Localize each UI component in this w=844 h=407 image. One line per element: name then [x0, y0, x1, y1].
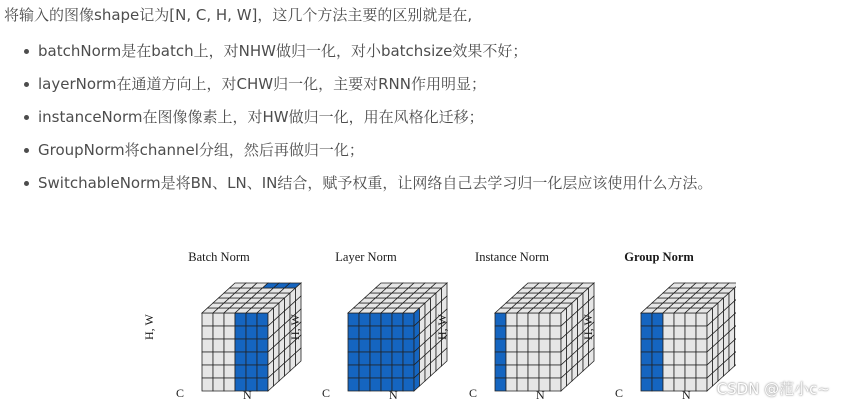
cube-2-front-cell — [392, 365, 403, 378]
cube-2-front-cell — [392, 352, 403, 365]
cube-2-front-cell — [359, 339, 370, 352]
cube-1-front-cell — [235, 326, 246, 339]
normalization-figure — [136, 244, 736, 407]
cube-2-front-cell — [359, 365, 370, 378]
method-list — [0, 40, 712, 205]
cube-4-front-cell — [674, 365, 685, 378]
cube-3-front-cell — [506, 326, 517, 339]
cube-2-front-cell — [403, 352, 414, 365]
cube-1-front-cell — [235, 339, 246, 352]
cube-1-front-cell — [213, 313, 224, 326]
cube-4-front-cell — [641, 339, 652, 352]
cube-4-front-cell — [641, 326, 652, 339]
cube-2-front-cell — [359, 326, 370, 339]
cube-1-front-cell — [246, 365, 257, 378]
cube-4-front-cell — [652, 313, 663, 326]
cube-1-front-cell — [213, 352, 224, 365]
cube-2-front-cell — [370, 352, 381, 365]
cube-1-front-cell — [257, 326, 268, 339]
cube-4-front-cell — [696, 313, 707, 326]
axis-hw-label-3: H, W — [435, 314, 449, 340]
cube-4-front-cell — [652, 326, 663, 339]
cube-2-front-cell — [359, 352, 370, 365]
cube-1-front-cell — [257, 365, 268, 378]
cube-4-front-cell — [674, 313, 685, 326]
cube-3-front-cell — [495, 352, 506, 365]
list-item-batchnorm: batchNorm是在batch上，对NHW做归一化，对小batchsize效果不好； — [0, 40, 712, 73]
cube-3-front-cell — [506, 365, 517, 378]
cube-4-front-cell — [652, 378, 663, 391]
cube-1-front-cell — [246, 326, 257, 339]
cube-2-front-cell — [403, 313, 414, 326]
cube-2-front-cell — [370, 313, 381, 326]
cube-3-front-cell — [506, 378, 517, 391]
list-item-layernorm: layerNorm在通道方向上，对CHW归一化，主要对RNN作用明显； — [0, 73, 712, 106]
cube-1-front-cell — [224, 326, 235, 339]
cube-1-front-cell — [224, 352, 235, 365]
cube-2-front-cell — [403, 339, 414, 352]
cube-4-front-cell — [685, 365, 696, 378]
cube-3-front-cell — [517, 326, 528, 339]
cube-4-front-cell — [674, 339, 685, 352]
cube-3-front-cell — [495, 313, 506, 326]
cube-2-front-cell — [348, 365, 359, 378]
axis-c-label-4: C — [615, 386, 624, 400]
cube-4-front-cell — [696, 326, 707, 339]
cube-4-front-cell — [641, 365, 652, 378]
cube-3-front-cell — [539, 352, 550, 365]
intro-text: 将输入的图像shape记为[N, C, H, W]，这几个方法主要的区别就是在, — [4, 6, 473, 24]
cube-1-front-cell — [224, 378, 235, 391]
cube-2-front-cell — [392, 313, 403, 326]
cube-1-front-cell — [213, 326, 224, 339]
cube-2-front-cell — [370, 326, 381, 339]
cube-3-front-cell — [550, 378, 561, 391]
cube-3-front-cell — [528, 313, 539, 326]
cube-1-front-cell — [257, 339, 268, 352]
axis-c-label-2: C — [322, 386, 331, 400]
cube-2-front-cell — [348, 378, 359, 391]
cube-2-front-cell — [381, 365, 392, 378]
cube-4-front-cell — [685, 339, 696, 352]
cube-1-front-cell — [235, 352, 246, 365]
axis-n-label-2: N — [389, 388, 398, 402]
cube-1-front-cell — [202, 378, 213, 391]
cube-1-front-cell — [202, 326, 213, 339]
cube-4-front-cell — [663, 378, 674, 391]
cube-1-front-cell — [202, 352, 213, 365]
cube-3-front-cell — [517, 313, 528, 326]
cube-3-front-cell — [506, 339, 517, 352]
cube-4-front-cell — [641, 352, 652, 365]
cube-4-front-cell — [696, 352, 707, 365]
cube-4-front-cell — [663, 365, 674, 378]
axis-n-label-4: N — [682, 388, 691, 402]
cube-2-front-cell — [381, 313, 392, 326]
cube-1-front-cell — [202, 339, 213, 352]
cube-1-front-cell — [257, 378, 268, 391]
cube-3-front-cell — [495, 339, 506, 352]
cube-3-front-cell — [539, 313, 550, 326]
cube-2-front-cell — [381, 326, 392, 339]
cube-title-batch-norm: Batch Norm — [188, 250, 250, 264]
cube-4-front-cell — [685, 352, 696, 365]
cube-1-front-cell — [235, 313, 246, 326]
cube-2-front-cell — [348, 339, 359, 352]
cube-1-front-cell — [246, 352, 257, 365]
cube-3-front-cell — [506, 352, 517, 365]
cube-3-front-cell — [495, 378, 506, 391]
cube-2-front-cell — [381, 352, 392, 365]
cube-4-front-cell — [685, 313, 696, 326]
cube-1-front-cell — [213, 378, 224, 391]
cube-3-front-cell — [528, 365, 539, 378]
cube-1-front-cell — [202, 365, 213, 378]
cube-2-front-cell — [381, 339, 392, 352]
axis-n-label-1: N — [243, 388, 252, 402]
cube-2-front-cell — [359, 313, 370, 326]
axis-n-label-3: N — [536, 388, 545, 402]
cube-title-instance-norm: Instance Norm — [475, 250, 549, 264]
cube-3-front-cell — [517, 378, 528, 391]
cube-4-front-cell — [696, 365, 707, 378]
list-item-instancenorm: instanceNorm在图像像素上，对HW做归一化，用在风格化迁移； — [0, 106, 712, 139]
cube-2-front-cell — [403, 326, 414, 339]
cube-1-front-cell — [213, 339, 224, 352]
cube-1-front-cell — [202, 313, 213, 326]
cube-3-front-cell — [539, 339, 550, 352]
cube-4-front-cell — [674, 352, 685, 365]
cube-4-front-cell — [652, 339, 663, 352]
cube-2-front-cell — [392, 326, 403, 339]
cube-1-front-cell — [246, 339, 257, 352]
cube-1-front-cell — [224, 339, 235, 352]
cube-4-front-cell — [663, 339, 674, 352]
cube-2-front-cell — [348, 352, 359, 365]
axis-hw-label-4: H, W — [581, 314, 595, 340]
cube-2-front-cell — [403, 365, 414, 378]
cube-4-front-cell — [663, 326, 674, 339]
cube-1-front-cell — [235, 365, 246, 378]
cube-4-front-cell — [663, 313, 674, 326]
cube-3-front-cell — [550, 313, 561, 326]
cube-title-layer-norm: Layer Norm — [335, 250, 397, 264]
cube-3-front-cell — [528, 352, 539, 365]
cube-4-front-cell — [696, 339, 707, 352]
cube-1-front-cell — [246, 313, 257, 326]
cube-4-front-cell — [685, 326, 696, 339]
axis-hw-label-2: H, W — [288, 314, 302, 340]
cube-1-front-cell — [257, 352, 268, 365]
cube-3-front-cell — [539, 326, 550, 339]
axis-hw-label-1: H, W — [142, 314, 156, 340]
cube-4-front-cell — [641, 378, 652, 391]
cube-4-front-cell — [652, 352, 663, 365]
cube-3-front-cell — [550, 339, 561, 352]
cube-3-front-cell — [528, 326, 539, 339]
list-item-groupnorm: GroupNorm将channel分组，然后再做归一化； — [0, 139, 712, 172]
cube-2-front-cell — [370, 365, 381, 378]
cube-3-front-cell — [495, 326, 506, 339]
cube-4-front-cell — [696, 378, 707, 391]
cube-4-front-cell — [674, 326, 685, 339]
cube-2-front-cell — [359, 378, 370, 391]
watermark: CSDN @范小c~ — [716, 380, 830, 398]
cube-2-front-cell — [370, 378, 381, 391]
cube-3-front-cell — [539, 365, 550, 378]
axis-c-label-3: C — [469, 386, 478, 400]
cube-1-front-cell — [213, 365, 224, 378]
cube-4-front-cell — [652, 365, 663, 378]
cube-3-front-cell — [550, 326, 561, 339]
cube-2-front-cell — [403, 378, 414, 391]
cube-3-front-cell — [517, 365, 528, 378]
cube-2-front-cell — [392, 339, 403, 352]
cube-4-front-cell — [641, 313, 652, 326]
cube-3-front-cell — [550, 352, 561, 365]
cube-3-front-cell — [506, 313, 517, 326]
list-item-switchablenorm: SwitchableNorm是将BN、LN、IN结合，赋予权重，让网络自己去学习归一化层应该使用什么方法。 — [0, 172, 712, 205]
cube-3-front-cell — [517, 339, 528, 352]
cube-3-front-cell — [550, 365, 561, 378]
cube-2-front-cell — [348, 313, 359, 326]
cube-1-front-cell — [224, 313, 235, 326]
cube-title-group-norm: Group Norm — [624, 250, 694, 264]
cube-1-front-cell — [257, 313, 268, 326]
cube-1-front-cell — [224, 365, 235, 378]
cube-4-front-cell — [663, 352, 674, 365]
axis-c-label-1: C — [176, 386, 185, 400]
cube-3-front-cell — [517, 352, 528, 365]
cube-2-front-cell — [348, 326, 359, 339]
cube-2-front-cell — [370, 339, 381, 352]
cube-3-front-cell — [495, 365, 506, 378]
cube-3-front-cell — [528, 339, 539, 352]
